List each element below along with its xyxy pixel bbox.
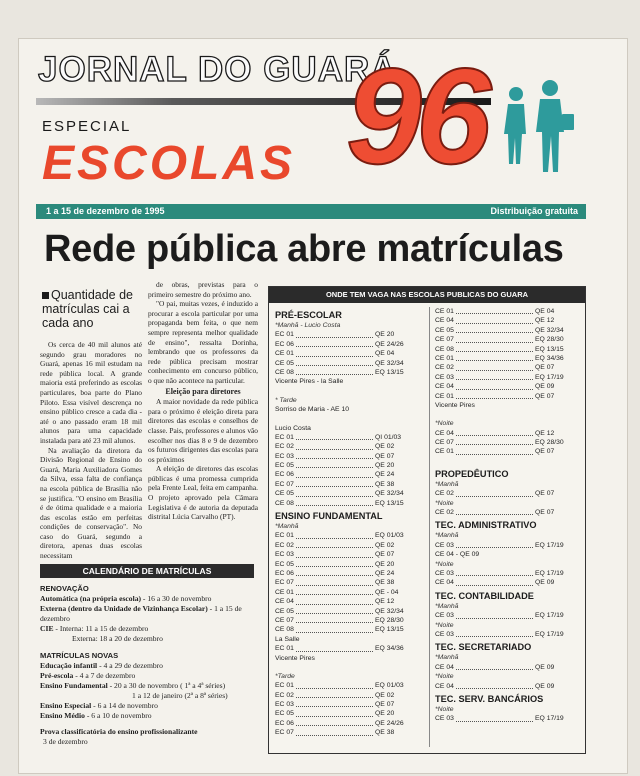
- school-address: EQ 17/19: [535, 569, 564, 577]
- shift-label: *Noite: [435, 560, 454, 568]
- dot-leader: [296, 489, 373, 496]
- dot-leader: [296, 644, 373, 651]
- school-entry: [435, 489, 585, 498]
- dot-leader: [456, 569, 533, 576]
- shift-label: * Tarde: [275, 396, 297, 404]
- school-address: EQ 17/19: [535, 373, 564, 381]
- school-entry: [275, 560, 425, 569]
- school-code: CE 08: [435, 345, 454, 353]
- article-column-2: [148, 280, 258, 522]
- school-address: EQ 13/15: [535, 345, 564, 353]
- school-address: EQ 13/15: [375, 626, 404, 634]
- calendar-line: CIE - Interna: 11 a 15 de dezembro: [40, 624, 149, 634]
- school-address: EQ 34/36: [375, 645, 404, 653]
- school-code: CE 01: [435, 448, 454, 456]
- school-code: EC 06: [275, 569, 294, 577]
- school-entry: [435, 541, 585, 550]
- shift-label: *Noite: [435, 621, 454, 629]
- vacancy-column-right: [435, 307, 585, 724]
- school-entry: [435, 663, 585, 672]
- shift-label: *Noite: [435, 499, 454, 507]
- school-code: EC 06: [275, 719, 294, 727]
- dot-leader: [296, 597, 373, 604]
- school-entry: [435, 714, 585, 723]
- school-address: QE 09: [535, 579, 555, 587]
- school-plain-entry: Vicente Pires - la Salle: [275, 378, 344, 386]
- dot-leader: [456, 541, 533, 548]
- calendar-line: Pré-escola - 4 a 7 de dezembro: [40, 670, 136, 680]
- section-propedeutico: PROPEDÊUTICO: [435, 468, 509, 479]
- school-code: EC 03: [275, 701, 294, 709]
- shift-label: *Noite: [435, 420, 454, 428]
- school-code: CE 02: [435, 509, 454, 517]
- dot-leader: [456, 630, 533, 637]
- dot-leader: [456, 363, 533, 370]
- school-code: EC 07: [275, 729, 294, 737]
- school-entry: [435, 682, 585, 691]
- school-address: QE 07: [535, 448, 555, 456]
- school-address: QE 24: [375, 471, 395, 479]
- school-code: EC 05: [275, 560, 294, 568]
- dot-leader: [296, 452, 373, 459]
- dot-leader: [296, 499, 373, 506]
- dot-leader: [456, 354, 533, 361]
- issue-date: 1 a 15 de dezembro de 1995: [46, 206, 165, 216]
- school-entry: [275, 644, 425, 653]
- article-paragraph: A maior novidade da rede pública para o próximo é eleição direta para diretores das escolas e conselhos de classe. Pais, professores e alunos vão escolher nos dias 8 e 9 de dezembro os futuros dirigentes das escolas para os próximos: [148, 397, 258, 464]
- children-illustration-icon: [498, 72, 588, 184]
- school-address: QE 07: [375, 701, 395, 709]
- dot-leader: [456, 682, 533, 689]
- school-entry: [275, 700, 425, 709]
- school-address: EQ 17/19: [535, 715, 564, 723]
- renovacao-heading: RENOVAÇÃO: [40, 584, 89, 593]
- school-code: CE 03: [435, 373, 454, 381]
- school-code: EC 03: [275, 452, 294, 460]
- article-paragraph: Na avaliação da diretora da Divisão Regional de Ensino do Guará, Maria Auxiliadora Gomes da Silva, essa falta de confiança na escola pública de Brasília não se justifica. "O ensino em Brasília é de ótima qualidade e a maioria das escolas estão em perfeitas condições de conservação". No caso do Guará, segundo a diretora, apenas duas escolas necessitam: [40, 445, 142, 561]
- dot-leader: [296, 442, 373, 449]
- school-address: QE 32/34: [375, 490, 404, 498]
- calendar-line: 3 de dezembro: [43, 737, 88, 747]
- school-code: EC 02: [275, 691, 294, 699]
- school-code: EC 02: [275, 443, 294, 451]
- school-address: QE 32/34: [375, 359, 404, 367]
- article-subheading: Eleição para diretores: [165, 386, 241, 396]
- shift-label: *Manhã: [275, 523, 299, 531]
- shift-label: *Noite: [435, 673, 454, 681]
- school-code: CE 03: [435, 612, 454, 620]
- school-entry: [275, 489, 425, 498]
- dot-leader: [296, 349, 373, 356]
- school-code: CE 03: [435, 715, 454, 723]
- school-address: QE 09: [535, 663, 555, 671]
- school-entry: [435, 429, 585, 438]
- school-address: QE 24/26: [375, 719, 404, 727]
- school-code: CE 07: [275, 616, 294, 624]
- school-code: CE 03: [435, 541, 454, 549]
- vacancy-column-left: [275, 307, 425, 738]
- date-bar: [36, 204, 586, 219]
- school-address: QE 12: [375, 598, 395, 606]
- calendar-line: Ensino Especial - 6 a 14 de novembro: [40, 701, 158, 711]
- school-address: QE 04: [375, 350, 395, 358]
- article-paragraph: A eleição de diretores das escolas públicas é uma promessa cumprida pela Frente Leal, feita em campanha. O projeto aprovado pela Câmara Legislativa é de autoria da deputada distrital Lúcia Carvalho (PT).: [148, 464, 258, 522]
- school-code: EC 07: [275, 480, 294, 488]
- school-entry: [435, 307, 585, 316]
- school-entry: [435, 354, 585, 363]
- school-address: EQ 34/36: [535, 354, 564, 362]
- school-code: CE 04: [435, 663, 454, 671]
- article-column-1: [40, 340, 142, 561]
- school-entry: [275, 597, 425, 606]
- school-code: CE 04: [435, 317, 454, 325]
- school-code: CE 01: [275, 588, 294, 596]
- school-code: EC 05: [275, 710, 294, 718]
- subheadline: Quantidade de matrículas cai a cada ano: [42, 288, 134, 330]
- dot-leader: [296, 578, 373, 585]
- school-plain-entry: Vicente Pires: [435, 401, 475, 409]
- school-address: EQ 01/03: [375, 682, 404, 690]
- calendar-title: CALENDÁRIO DE MATRÍCULAS: [40, 564, 254, 578]
- school-plain-entry: Lucio Costa: [275, 424, 311, 432]
- school-entry: [275, 470, 425, 479]
- school-code: CE 04: [435, 579, 454, 587]
- school-address: QE - 04: [375, 588, 399, 596]
- school-address: QE 32/34: [375, 607, 404, 615]
- dot-leader: [456, 611, 533, 618]
- dot-leader: [456, 489, 533, 496]
- school-address: EQ 13/15: [375, 499, 404, 507]
- dot-leader: [456, 392, 533, 399]
- school-entry: [275, 550, 425, 559]
- calendar-line: Externa: 18 a 20 de dezembro: [72, 634, 163, 644]
- school-address: QE 20: [375, 560, 395, 568]
- school-entry: [275, 452, 425, 461]
- school-plain-entry: Vicente Pires: [275, 654, 315, 662]
- year-96: 96: [346, 40, 486, 192]
- school-entry: [275, 541, 425, 550]
- school-address: QE 20: [375, 331, 395, 339]
- section-tec-administrativo: TEC. ADMINISTRATIVO: [435, 520, 537, 531]
- dot-leader: [296, 359, 373, 366]
- article-paragraph: Os cerca de 40 mil alunos até segundo grau moradores no Guará, apenas 16 mil estudam na rede pública local. A grande maioria está preferindo as escolas particulares, boa parte do Plano Piloto. Essa visível descrença no ensino público cresce a cada dia - até o ano passado eram 18 mil alunos para uma capacidade instalada para até 23 mil alunos.: [40, 340, 142, 445]
- school-address: QE 12: [535, 317, 555, 325]
- school-code: CE 05: [435, 326, 454, 334]
- calendar-line: Automática (na própria escola) - 16 a 30 de novembro: [40, 594, 212, 604]
- dot-leader: [296, 569, 373, 576]
- school-code: CE 04: [435, 429, 454, 437]
- school-entry: [435, 382, 585, 391]
- school-entry: [435, 630, 585, 639]
- school-address: QE 38: [375, 579, 395, 587]
- school-code: CE 02: [435, 364, 454, 372]
- school-entry: [275, 681, 425, 690]
- school-address: EQ 28/30: [535, 336, 564, 344]
- school-address: QE 20: [375, 462, 395, 470]
- school-address: QE 07: [535, 509, 555, 517]
- dot-leader: [296, 681, 373, 688]
- school-entry: [275, 461, 425, 470]
- shift-label: *Manhã: [435, 602, 459, 610]
- vacancy-table: [268, 286, 586, 754]
- school-code: CE 01: [435, 354, 454, 362]
- school-address: QE 38: [375, 480, 395, 488]
- school-entry: [275, 709, 425, 718]
- school-entry: [275, 480, 425, 489]
- dot-leader: [296, 691, 373, 698]
- school-code: CE 01: [435, 392, 454, 400]
- section-ensino-fundamental: ENSINO FUNDAMENTAL: [275, 511, 383, 522]
- school-entry: [435, 508, 585, 517]
- masthead-title: JORNAL DO GUARÁ: [38, 50, 397, 89]
- school-entry: [275, 691, 425, 700]
- calendar-line: Prova classificatória do ensino profissionalizante: [40, 727, 198, 737]
- column-divider: [429, 307, 430, 747]
- section-tec-secretariado: TEC. SECRETARIADO: [435, 642, 532, 653]
- school-code: EC 06: [275, 340, 294, 348]
- calendar-box: [40, 584, 260, 747]
- dot-leader: [456, 663, 533, 670]
- calendar-line: Ensino Médio - 6 a 10 de novembro: [40, 711, 152, 721]
- school-entry: [435, 373, 585, 382]
- school-code: EC 01: [275, 532, 294, 540]
- school-code: CE 05: [275, 607, 294, 615]
- school-address: QE 24/26: [375, 340, 404, 348]
- school-entry: [275, 349, 425, 358]
- dot-leader: [456, 335, 533, 342]
- shift-label: *Manhã: [435, 480, 459, 488]
- school-entry: [275, 569, 425, 578]
- school-entry: [275, 607, 425, 616]
- dot-leader: [456, 714, 533, 721]
- school-entry: [435, 611, 585, 620]
- school-address: EQ 17/19: [535, 612, 564, 620]
- dot-leader: [296, 616, 373, 623]
- school-entry: [275, 625, 425, 634]
- school-address: QE 07: [535, 490, 555, 498]
- dot-leader: [456, 447, 533, 454]
- dot-leader: [456, 382, 533, 389]
- dot-leader: [296, 588, 373, 595]
- school-address: EQ 28/30: [375, 616, 404, 624]
- school-plain-entry: Sorriso de Maria - AE 10: [275, 406, 350, 414]
- school-entry: [275, 359, 425, 368]
- dot-leader: [296, 368, 373, 375]
- school-address: QI 01/03: [375, 433, 402, 441]
- dot-leader: [456, 326, 533, 333]
- dot-leader: [296, 480, 373, 487]
- dot-leader: [296, 719, 373, 726]
- calendar-line: Ensino Fundamental - 20 a 30 de novembro ( 1ª a 4ª séries): [40, 680, 226, 690]
- dot-leader: [456, 316, 533, 323]
- school-address: QE 04: [535, 308, 555, 315]
- headline: Rede pública abre matrículas: [44, 228, 564, 270]
- school-entry: [435, 335, 585, 344]
- school-entry: [435, 569, 585, 578]
- shift-label: *Manhã: [435, 532, 459, 540]
- article-paragraph: de obras, previstas para o primeiro semestre do próximo ano.: [148, 280, 258, 299]
- matriculas-novas-heading: MATRÍCULAS NOVAS: [40, 650, 119, 660]
- school-code: CE 07: [435, 336, 454, 344]
- school-code: EC 05: [275, 462, 294, 470]
- school-entry: [275, 578, 425, 587]
- school-entry: [275, 588, 425, 597]
- school-entry: [275, 433, 425, 442]
- bullet-square-icon: [42, 292, 49, 299]
- school-code: CE 03: [435, 569, 454, 577]
- especial-label: ESPECIAL: [42, 118, 132, 135]
- school-address: QE 09: [535, 682, 555, 690]
- dot-leader: [296, 461, 373, 468]
- school-address: QE 07: [535, 392, 555, 400]
- school-code: CE 01: [435, 308, 454, 315]
- school-address: EQ 01/03: [375, 532, 404, 540]
- shift-label: *Manhã: [435, 654, 459, 662]
- school-address: QE 09: [535, 383, 555, 391]
- calendar-line: 1 a 12 de janeiro (2ª a 8ª séries): [132, 690, 228, 700]
- school-address: EQ 13/15: [375, 368, 404, 376]
- dot-leader: [296, 340, 373, 347]
- school-entry: [435, 316, 585, 325]
- school-entry: [435, 326, 585, 335]
- school-entry: [435, 447, 585, 456]
- school-code: EC 07: [275, 579, 294, 587]
- school-entry: [275, 719, 425, 728]
- school-entry: [275, 330, 425, 339]
- shift-label: *Manhã - Lucio Costa: [275, 322, 341, 329]
- school-entry: [435, 438, 585, 447]
- school-code: CE 07: [435, 439, 454, 447]
- school-entry: [275, 340, 425, 349]
- school-address: QE 12: [535, 429, 555, 437]
- school-code: CE 04: [435, 682, 454, 690]
- dot-leader: [296, 470, 373, 477]
- dot-leader: [456, 438, 533, 445]
- school-entry: [435, 345, 585, 354]
- escolas-label: ESCOLAS: [42, 137, 296, 190]
- school-address: QE 07: [535, 364, 555, 372]
- dot-leader: [296, 560, 373, 567]
- dot-leader: [456, 578, 533, 585]
- school-code: CE 04: [435, 383, 454, 391]
- school-entry: [275, 616, 425, 625]
- school-address: EQ 28/30: [535, 439, 564, 447]
- school-entry: [275, 499, 425, 508]
- vacancy-table-title: ONDE TEM VAGA NAS ESCOLAS PUBLICAS DO GUARA: [269, 287, 585, 303]
- school-code: EC 01: [275, 433, 294, 441]
- calendar-line: Educação infantil - 4 a 29 de dezembro: [40, 660, 163, 670]
- school-code: EC 01: [275, 331, 294, 339]
- school-code: CE 08: [275, 626, 294, 634]
- dot-leader: [296, 709, 373, 716]
- dot-leader: [456, 373, 533, 380]
- school-code: CE 04: [275, 598, 294, 606]
- dot-leader: [296, 625, 373, 632]
- school-entry: [275, 531, 425, 540]
- school-code: EC 02: [275, 541, 294, 549]
- school-address: QE 32/34: [535, 326, 564, 334]
- dot-leader: [296, 433, 373, 440]
- school-address: QE 02: [375, 691, 395, 699]
- school-code: CE 08: [275, 368, 294, 376]
- dot-leader: [296, 728, 373, 735]
- dot-leader: [296, 550, 373, 557]
- school-address: EQ 17/19: [535, 630, 564, 638]
- school-address: QE 38: [375, 729, 395, 737]
- dot-leader: [296, 531, 373, 538]
- school-code: CE 05: [275, 359, 294, 367]
- dot-leader: [456, 307, 533, 314]
- school-entry: [275, 728, 425, 737]
- school-code: CE 01: [275, 350, 294, 358]
- school-plain-entry: CE 04 - QE 09: [435, 551, 480, 559]
- school-code: CE 02: [435, 490, 454, 498]
- school-entry: [275, 442, 425, 451]
- school-address: QE 24: [375, 569, 395, 577]
- school-address: QE 02: [375, 541, 395, 549]
- school-address: QE 07: [375, 452, 395, 460]
- school-code: EC 03: [275, 551, 294, 559]
- school-code: EC 01: [275, 682, 294, 690]
- school-code: CE 03: [435, 630, 454, 638]
- calendar-line: Externa (dentro da Unidade de Vizinhança Escolar) - 1 a 15 de dezembro: [40, 604, 242, 624]
- section-tec-contabilidade: TEC. CONTABILIDADE: [435, 590, 534, 601]
- article-paragraph: "O pai, muitas vezes, é induzido a procurar a escola particular por uma propaganda bem feita, o que nem sempre representa melhor qualidade de ensino", ressalta Dorinha, lembrando que os professores da rede pública precisam mostrar conhecimento em concurso público, o que não acontece na particular.: [148, 299, 258, 385]
- dot-leader: [456, 508, 533, 515]
- school-entry: [435, 578, 585, 587]
- dot-leader: [456, 345, 533, 352]
- school-entry: [435, 363, 585, 372]
- school-entry: [275, 368, 425, 377]
- school-code: EC 06: [275, 471, 294, 479]
- school-code: EC 01: [275, 645, 294, 653]
- school-address: QE 20: [375, 710, 395, 718]
- school-address: EQ 17/19: [535, 541, 564, 549]
- school-code: CE 05: [275, 490, 294, 498]
- section-tec-serv-bancarios: TEC. SERV. BANCÁRIOS: [435, 693, 544, 704]
- dot-leader: [456, 429, 533, 436]
- dot-leader: [296, 607, 373, 614]
- dot-leader: [296, 700, 373, 707]
- dot-leader: [296, 330, 373, 337]
- school-plain-entry: La Salle: [275, 635, 300, 643]
- school-entry: [435, 392, 585, 401]
- school-address: QE 02: [375, 443, 395, 451]
- shift-label: *Tarde: [275, 672, 295, 680]
- distribution-note: Distribuição gratuita: [490, 206, 578, 216]
- shift-label: *Noite: [435, 705, 454, 713]
- school-address: QE 07: [375, 551, 395, 559]
- school-code: CE 08: [275, 499, 294, 507]
- dot-leader: [296, 541, 373, 548]
- section-pre-escolar: PRÉ-ESCOLAR: [275, 310, 342, 320]
